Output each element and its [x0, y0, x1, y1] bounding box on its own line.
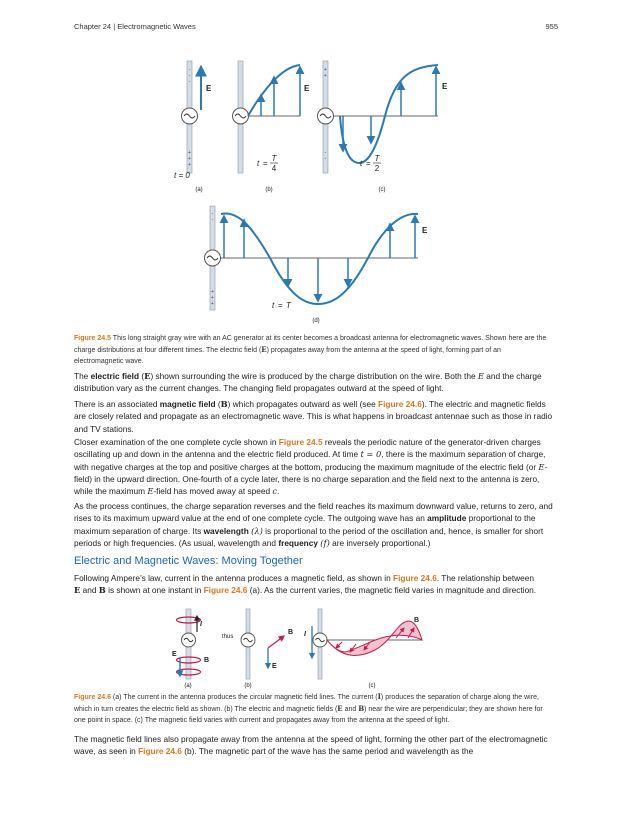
svg-text:-: -: [211, 211, 214, 217]
B-label-c: B: [414, 617, 420, 624]
field-label-E-d: E: [422, 226, 428, 235]
E-label-b: E: [272, 663, 277, 670]
field-label-E-c: E: [442, 82, 448, 91]
figure-24-6-panel-a: [172, 609, 209, 689]
link-figure-24-5[interactable]: Figure 24.5: [278, 437, 323, 447]
svg-text:+: +: [211, 301, 214, 307]
paragraph-electric-field: The electric field (E) shown surrounding the wire is produced by the charge distribution on the wire. Both the E and the charge distribution vary as the current changes. The changing field propagates outward at the speed of light.: [74, 371, 542, 394]
equals-c: =: [366, 159, 371, 168]
link-figure-24-6-c[interactable]: Figure 24.6: [138, 746, 182, 757]
field-label-E-b: E: [304, 84, 310, 93]
time-label-a: t = 0: [174, 171, 190, 180]
svg-text:-: -: [324, 156, 327, 162]
svg-text:+: +: [188, 156, 191, 162]
denominator-four: 4: [271, 164, 277, 173]
svg-text:+: +: [188, 162, 191, 168]
panel-label-d: (d): [312, 318, 320, 324]
period-symbol-c: T: [374, 154, 380, 163]
paragraph-cycle: Closer examination of the one complete cycle shown in Figure 24.5 reveals the periodic nature of the generator-driven charges oscillating up and down in the antenna and the electric field produced. At time t = 0, there is the maximum separation of charge, with negative charges at the top and positive charges at the bottom, producing the maximum magnitude of the electric field (or E-field) in the upward direction. One-fourth of a cycle later, there is no charge separation and the field next to the antenna is zero, while the maximum E-field has moved away at speed c.: [74, 437, 548, 497]
section-heading: Electric and Magnetic Waves: Moving Together: [74, 555, 303, 567]
paragraph-amplitude-wavelength: As the process continues, the charge separation reverses and the field reaches its maximum downward value, returns to zero, and rises to its maximum upward value at the end of one complete cycle. The outgoing wave has an amplitude proportional to the maximum separation of charge. Its wavelength (λ) is proportional to the period of the oscillation and, hence, is smaller for short periods or high frequencies. (As usual, wavelength and frequency (f) are inversely proportional.): [74, 501, 553, 548]
equals-b: =: [263, 159, 268, 168]
panel-label-c: (c): [378, 187, 386, 193]
link-figure-24-6[interactable]: Figure 24.6: [378, 399, 422, 409]
figure-24-5-panel-c: [318, 61, 449, 193]
thus-label: thus: [222, 634, 234, 640]
svg-text:+: +: [211, 295, 214, 301]
B-label-a: B: [204, 657, 210, 664]
panel-label-6c: (c): [368, 683, 376, 689]
caption-label-24-5: Figure 24.5: [74, 335, 111, 342]
paragraph-ampere: Following Ampere’s law, current in the antenna produces a magnetic field, as shown in Figure 24.6. The relationship between E and B is shown at one instant in Figure 24.6 (a). As the current varies, the magnetic field varies in magnitude and direction.: [74, 573, 537, 596]
svg-text:-: -: [324, 150, 327, 156]
figure-24-6: [160, 606, 460, 690]
paragraph-magnetic-propagation: The magnetic field lines also propagate away from the antenna at the speed of light, forming the other part of the electromagnetic wave, as seen in Figure 24.6 (b). The magnetic part of the wave has the same period and wavelength as the: [74, 734, 548, 757]
caption-figure-24-6: Figure 24.6 (a) The current in the antenna produces the circular magnetic field lines. The current (I) produces the separation of charge along the wire, which in turn creates the electric field as shown. (b) The electric and magnetic fields (E and B) near the wire are perpendicular; they are shown here for one point in space. (c) The magnetic field varies with current and propagates away from the antenna at the speed of light.: [74, 692, 543, 724]
panel-label-a: (a): [195, 187, 203, 193]
svg-text:+: +: [211, 289, 214, 295]
time-symbol-b: t: [257, 159, 260, 168]
E-label-a: E: [172, 651, 177, 658]
panel-label-6a: (a): [184, 683, 192, 689]
link-figure-24-6-b[interactable]: Figure 24.6: [203, 585, 248, 596]
B-label-b: B: [288, 629, 294, 636]
figure-24-6-panel-c: [304, 609, 422, 689]
figure-24-5-panel-d: [200, 202, 440, 326]
panel-label-6b: (b): [244, 683, 252, 689]
paragraph-magnetic-field: There is an associated magnetic field (B) which propagates outward as well (see Figure 24.6). The electric and magnetic fields are closely related and propagate as an electromagnetic wave. This is what happens in broadcast antennae such as those in radio and TV stations.: [74, 399, 553, 434]
svg-text:+: +: [324, 67, 327, 73]
svg-text:-: -: [211, 217, 214, 223]
period-symbol-b: T: [271, 154, 277, 163]
figure-24-6-panel-b: [241, 609, 293, 689]
page-number: 955: [545, 22, 558, 31]
figure-24-5-top-row: [170, 55, 470, 195]
time-symbol-c: t: [360, 159, 363, 168]
panel-label-b: (b): [265, 187, 273, 193]
svg-text:-: -: [188, 79, 191, 85]
svg-text:-: -: [188, 73, 191, 79]
equals-d: =: [278, 301, 283, 310]
current-label-c: I: [304, 631, 306, 638]
svg-text:+: +: [188, 150, 191, 156]
caption-label-24-6: Figure 24.6: [74, 694, 111, 701]
running-header-chapter: Chapter 24 | Electromagnetic Waves: [74, 22, 196, 31]
svg-text:+: +: [324, 73, 327, 79]
period-symbol-d: T: [286, 301, 291, 310]
caption-figure-24-5: Figure 24.5 This long straight gray wire with an AC generator at its center becomes a broadcast antenna for electromagnetic waves. Shown here are the charge distributions at four different times. The electric field (E) propagates away from the antenna at the speed of light, forming part of an electromagnetic wave.: [74, 335, 547, 365]
denominator-two: 2: [374, 164, 380, 173]
field-label-E-a: E: [206, 84, 212, 93]
current-label-a: I: [200, 621, 202, 628]
svg-text:-: -: [188, 67, 191, 73]
figure-24-5-panel-a: [174, 61, 212, 193]
link-figure-24-6-a[interactable]: Figure 24.6: [393, 573, 437, 583]
figure-24-5-panel-b: [233, 61, 311, 193]
time-symbol-d: t: [272, 301, 275, 310]
